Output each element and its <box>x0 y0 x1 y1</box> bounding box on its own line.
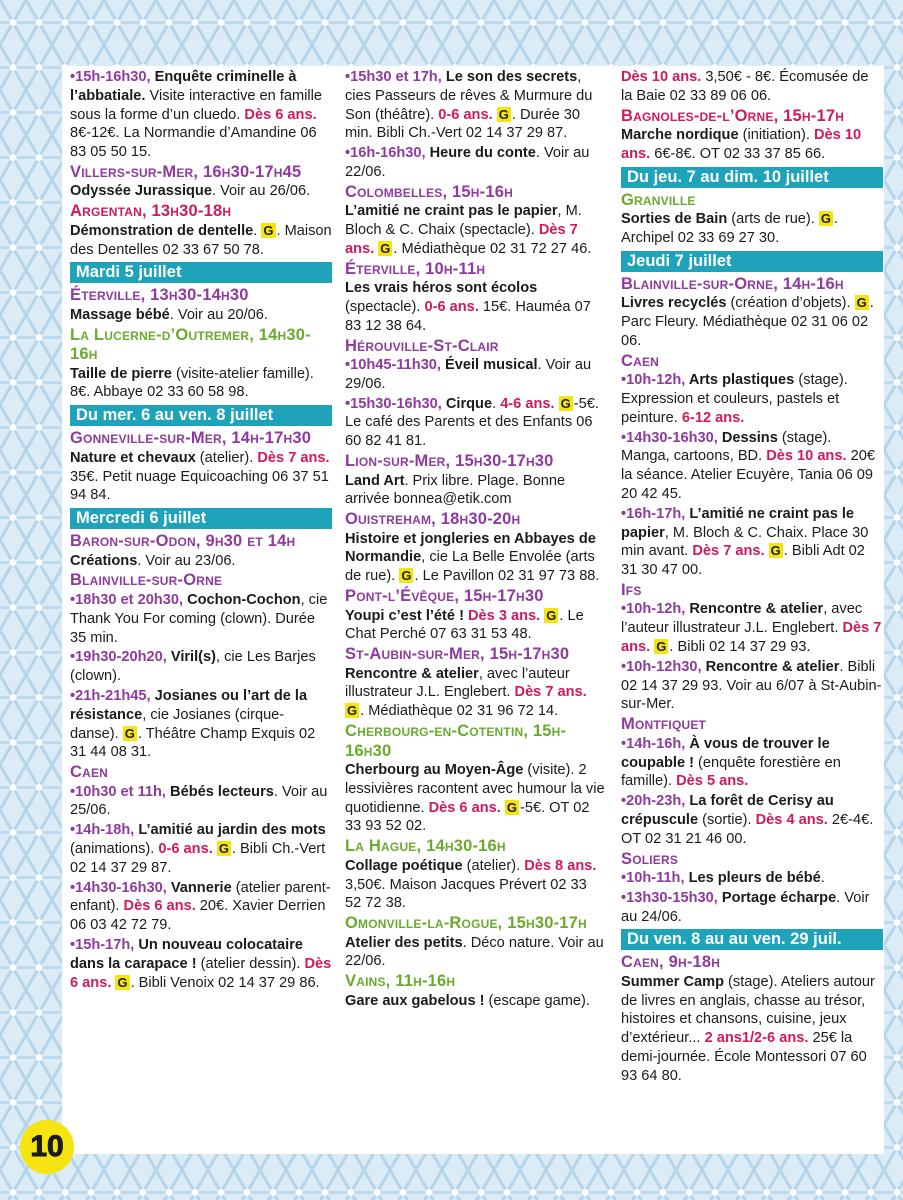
event-title: Les vrais héros sont écolos <box>345 280 538 297</box>
free-badge: G <box>656 639 667 655</box>
event-text: 3,50€. Maison Jacques Prévert 02 33 52 72 38. <box>345 876 587 912</box>
town-heading: Caen <box>70 763 109 782</box>
date-header: Jeudi 7 juillet <box>621 251 883 272</box>
event-title: Massage bébé <box>70 306 170 323</box>
event-text: 35€. Petit nuage Equicoaching 06 37 51 94 84. <box>70 468 329 504</box>
event-entry <box>621 505 883 580</box>
event-text: . <box>820 870 825 886</box>
event-text: . Le Pavillon 02 31 97 73 88. <box>414 568 600 585</box>
event-entry <box>621 792 883 848</box>
event-text: 20€ la séance. Atelier Ecuyère, Tania 06 09 20 42 45. <box>621 448 875 502</box>
event-text: (stage). Ateliers autour de livres en anglais, chasse au trésor, histoires et chansons, cuisine, jeux d’extérieur... <box>621 973 875 1047</box>
event-text: . Archipel 02 33 69 27 30. <box>621 211 839 246</box>
event-entry <box>621 210 883 248</box>
town-heading: La Hague, 14h30-16h <box>345 837 506 856</box>
event-text: (atelier parent-enfant). <box>70 879 331 915</box>
event-title: Les pleurs de bébé <box>684 870 821 886</box>
town-heading: Argentan, 13h30-18h <box>70 202 232 221</box>
column-3 <box>621 68 883 1087</box>
event-text: . Voir au 20/06. <box>169 306 268 323</box>
event-entry <box>70 182 332 201</box>
event-entry <box>70 687 332 762</box>
event-text: , M. Bloch & C. Chaix (spectacle). <box>345 203 582 239</box>
event-title: Collage poétique <box>345 857 463 874</box>
event-title: L’amitié ne craint pas le papier <box>345 203 558 220</box>
event-title: Livres recyclés <box>621 295 727 312</box>
event-title: Marche nordique <box>621 127 739 144</box>
event-entry <box>70 449 332 505</box>
event-time: •10h-11h, <box>621 870 685 886</box>
event-title: Cherbourg au Moyen-Âge <box>345 762 524 779</box>
age-range: 6-12 ans. <box>681 409 745 426</box>
age-range: Dès 5 ans. <box>676 773 749 790</box>
age-range: 4-6 ans. <box>500 395 555 412</box>
free-badge: G <box>498 106 509 122</box>
event-time: •19h30-20h20, <box>70 649 167 666</box>
event-entry <box>345 279 605 335</box>
event-title: Arts plastiques <box>685 372 795 389</box>
date-header: Du ven. 8 au au ven. 29 juil. <box>621 929 883 950</box>
event-text: (arts de rue). <box>727 211 819 228</box>
event-entry <box>70 648 332 686</box>
free-badge: G <box>263 222 274 238</box>
town-heading: Omonville-la-Rogue, 15h30-17h <box>345 914 587 933</box>
event-title: Nature et chevaux <box>70 449 196 466</box>
event-text: , cie Josianes (cirque-danse). <box>70 706 285 742</box>
date-header: Du jeu. 7 au dim. 10 juillet <box>621 167 883 188</box>
event-text: -5€. OT 02 33 93 52 02. <box>345 799 590 835</box>
event-entry <box>621 658 883 714</box>
event-entry <box>345 607 605 645</box>
age-range: 0-6 ans. <box>158 841 213 858</box>
town-heading: St-Aubin-sur-Mer, 15h-17h30 <box>345 645 570 664</box>
page-number: 10 <box>30 1130 64 1163</box>
event-title: Rencontre & atelier <box>345 665 479 682</box>
age-range: Dès 8 ans. <box>524 857 597 874</box>
event-title: Le son des secrets <box>441 69 578 85</box>
event-text: . Parc Fleury. Médiathèque 02 31 06 02 06. <box>621 295 874 349</box>
event-entry <box>345 992 605 1011</box>
event-time: •15h30 et 17h, <box>345 69 442 85</box>
event-entry <box>345 144 605 182</box>
event-title: Bébés lecteurs <box>165 783 274 800</box>
town-heading: La Lucerne-d’Outremer, 14h30-16h <box>70 325 311 364</box>
event-text: (création d’objets). <box>726 295 855 312</box>
event-text: . Prix libre. Plage. Bonne arrivée bonnea@etik.com <box>345 472 566 508</box>
event-entry <box>345 356 605 394</box>
free-badge: G <box>124 725 135 741</box>
event-time: •20h-23h, <box>621 793 686 810</box>
age-range: 2 ans1/2-6 ans. <box>704 1030 809 1047</box>
event-text: . Bibli 02 14 37 29 93. Voir au 6/07 à St-Aubin-sur-Mer. <box>621 658 882 713</box>
event-title: Josianes ou l’art de la résistance <box>70 687 308 723</box>
event-entry <box>345 934 605 972</box>
event-text: 15€. Hauméa 07 83 12 38 64. <box>345 298 591 334</box>
event-time: •10h-12h, <box>621 601 686 618</box>
age-range: 0-6 ans. <box>424 298 479 315</box>
event-text: . Bibli 02 14 37 29 93. <box>669 639 811 656</box>
town-heading: Hérouville-St-Clair <box>345 336 499 355</box>
age-range: Dès 7 ans. <box>345 222 578 257</box>
free-badge: G <box>770 543 781 559</box>
event-text: (escape game). <box>484 992 590 1009</box>
town-heading: Ifs <box>621 580 642 599</box>
event-title: Éveil musical <box>440 357 538 374</box>
event-entry <box>621 294 883 350</box>
event-entry <box>621 429 883 504</box>
event-title: Summer Camp <box>621 973 724 990</box>
event-title: Youpi c’est l’été ! <box>345 607 464 624</box>
free-badge: G <box>546 607 557 623</box>
event-title: Taille de pierre <box>70 365 172 382</box>
event-text: (initiation). <box>738 127 815 144</box>
event-entry <box>345 395 605 451</box>
event-entry <box>621 68 883 106</box>
event-text: . Médiathèque 02 31 72 27 46. <box>393 240 592 257</box>
event-entry <box>70 552 332 571</box>
event-title: Démonstration de dentelle <box>70 222 254 239</box>
event-entry <box>621 126 883 164</box>
event-time: •10h45-11h30, <box>345 357 441 374</box>
event-entry <box>70 365 332 403</box>
event-text: . Maison des Dentelles 02 33 67 50 78. <box>70 222 332 258</box>
event-text: 2€-4€. OT 02 31 21 46 00. <box>621 811 874 847</box>
event-entry <box>345 202 605 258</box>
event-time: •15h-16h30, <box>70 69 151 85</box>
event-entry <box>70 306 332 325</box>
event-title: Dessins <box>717 429 778 446</box>
event-title: L’amitié au jardin des mots <box>134 822 326 839</box>
town-heading: Vains, 11h-16h <box>345 972 456 991</box>
event-entry <box>345 665 605 721</box>
town-heading: Blainville-sur-Orne <box>70 571 223 590</box>
event-time: •10h-12h, <box>621 372 686 389</box>
event-time: •21h-21h45, <box>70 687 151 704</box>
event-title: Cirque <box>441 395 493 412</box>
town-heading: Caen <box>621 351 660 370</box>
event-text: . Médiathèque 02 31 96 72 14. <box>360 703 559 720</box>
free-badge: G <box>506 799 517 815</box>
event-entry <box>621 371 883 427</box>
event-time: •13h30-15h30, <box>621 889 718 906</box>
event-text: (visite). 2 lessivières racontent avec humour la vie quotidienne. <box>345 762 605 816</box>
event-text: (atelier dessin). <box>196 955 305 972</box>
event-text: 25€ la demi-journée. École Montessori 07 60 93 64 80. <box>621 1030 867 1084</box>
event-text: (sortie). <box>698 811 756 828</box>
town-heading: Lion-sur-Mer, 15h30-17h30 <box>345 452 554 471</box>
event-entry <box>70 591 332 647</box>
event-text: (stage). Expression et couleurs, pastels et peinture. <box>621 372 848 426</box>
event-text: 20€. Xavier Derrien 06 03 42 72 79. <box>70 898 326 934</box>
event-entry <box>70 222 332 260</box>
event-entry <box>345 857 605 913</box>
town-heading: Éterville, 13h30-14h30 <box>70 286 249 305</box>
event-time: •14h-18h, <box>70 822 135 839</box>
age-range: Dès 10 ans. <box>766 448 847 465</box>
event-text: . Voir au 23/06. <box>137 552 236 569</box>
event-time: •18h30 et 20h30, <box>70 591 184 608</box>
event-text: , cie Les Barjes (clown). <box>70 649 316 685</box>
event-text: -5€. Le café des Parents et des Enfants 06 60 82 41 81. <box>345 395 599 450</box>
column-2 <box>345 68 605 1011</box>
age-range: Dès 6 ans. <box>244 106 317 123</box>
date-header: Mardi 5 juillet <box>70 262 332 283</box>
event-time: •14h30-16h30, <box>70 879 167 896</box>
event-text: Visite interactive en famille sous la forme d’un cluedo. <box>70 87 322 123</box>
town-heading: Blainville-sur-Orne, 14h-16h <box>621 274 844 293</box>
event-text: , avec l’auteur illustrateur J.L. Englebert. <box>345 665 570 701</box>
event-entry <box>70 821 332 877</box>
event-text: . <box>253 222 262 239</box>
date-header: Du mer. 6 au ven. 8 juillet <box>70 405 332 426</box>
event-text: 3,50€ - 8€. Écomusée de la Baie 02 33 89 06 06. <box>621 69 869 104</box>
age-range: Dès 7 ans. <box>257 449 330 466</box>
event-time: •16h-17h, <box>621 505 686 522</box>
event-entry <box>621 600 883 656</box>
event-entry <box>345 68 605 143</box>
age-range: Dès 7 ans. <box>692 543 765 560</box>
event-entry <box>621 973 883 1086</box>
event-text: 6€-8€. OT 02 33 37 85 66. <box>650 145 826 162</box>
event-time: •14h30-16h30, <box>621 429 718 446</box>
event-title: Atelier des petits <box>345 934 463 951</box>
event-text: (enquête forestière en famille). <box>621 754 841 790</box>
event-time: •10h-12h30, <box>621 658 702 675</box>
event-text: 8€-12€. La Normandie d’Amandine 06 83 05 50 15. <box>70 125 317 161</box>
event-title: Heure du conte <box>425 145 536 162</box>
event-text: . Le Chat Perché 07 63 31 53 48. <box>345 607 584 643</box>
event-title: Viril(s) <box>166 649 217 666</box>
event-title: Sorties de Bain <box>621 211 728 228</box>
event-entry <box>621 869 883 888</box>
age-range: Dès 10 ans. <box>621 69 702 85</box>
event-entry <box>70 936 332 992</box>
event-entry <box>345 472 605 510</box>
town-heading: Cherbourg-en-Cotentin, 15h-16h30 <box>345 722 567 760</box>
event-entry <box>621 735 883 791</box>
age-range: Dès 3 ans. <box>468 607 541 624</box>
event-text: (animations). <box>70 841 159 858</box>
event-time: •14h-16h, <box>621 735 686 752</box>
event-text: , avec l’auteur illustrateur J.L. Englebert. <box>621 601 863 637</box>
town-heading: Colombelles, 15h-16h <box>345 182 513 201</box>
event-title: Rencontre & atelier <box>685 601 824 618</box>
free-badge: G <box>401 568 412 584</box>
town-heading: Caen, 9h-18h <box>621 953 721 972</box>
event-text: . Voir au 22/06. <box>345 145 590 180</box>
town-heading: Ouistreham, 18h30-20h <box>345 510 521 529</box>
age-range: Dès 6 ans. <box>428 799 501 816</box>
event-time: •15h30-16h30, <box>345 395 442 412</box>
event-text: . Bibli Adt 02 31 30 47 00. <box>621 543 865 579</box>
age-range: 0-6 ans. <box>438 106 493 123</box>
event-text: (atelier). <box>462 857 525 874</box>
town-heading: Soliers <box>621 849 679 868</box>
event-text: . Théâtre Champ Exquis 02 31 44 08 31. <box>70 725 316 761</box>
event-text: . Voir au 24/06. <box>621 889 870 925</box>
free-badge: G <box>218 841 229 857</box>
event-text: . Voir au 25/06. <box>70 783 328 819</box>
town-heading: Villers-sur-Mer, 16h30-17h45 <box>70 162 302 181</box>
event-entry <box>345 530 605 586</box>
event-entry <box>345 761 605 836</box>
event-title: Gare aux gabelous ! <box>345 992 485 1009</box>
event-text: (spectacle). <box>345 298 425 315</box>
town-heading: Éterville, 10h-11h <box>345 259 486 278</box>
age-range: Dès 4 ans. <box>755 811 828 828</box>
event-entry <box>70 68 332 162</box>
event-time: •16h-16h30, <box>345 145 426 162</box>
event-title: Un nouveau colocataire dans la carapace ! <box>70 937 304 972</box>
event-entry <box>70 879 332 935</box>
town-heading: Baron-sur-Odon, 9h30 et 14h <box>70 532 296 551</box>
event-title: Portage écharpe <box>717 889 837 906</box>
event-text: . Déco nature. Voir au 22/06. <box>345 934 604 970</box>
event-title: Enquête criminelle à l’abbatiale. <box>70 69 297 104</box>
date-header: Mercredi 6 juillet <box>70 508 332 529</box>
event-title: Cochon-Cochon <box>183 591 301 608</box>
free-badge: G <box>117 974 128 990</box>
event-text: . Bibli Ch.-Vert 02 14 37 29 87. <box>70 841 326 876</box>
event-title: Histoire et jongleries en Abbayes de Normandie <box>345 530 596 566</box>
page-number-badge <box>20 1120 74 1174</box>
event-text: , cie Thank You For coming (clown). Durée 35 min. <box>70 591 328 646</box>
town-heading: Gonneville-sur-Mer, 14h-17h30 <box>70 429 312 448</box>
event-title: Rencontre & atelier <box>701 658 840 675</box>
column-1 <box>70 68 332 993</box>
free-badge: G <box>856 295 867 311</box>
event-title: Odyssée Jurassique <box>70 183 212 200</box>
age-range: Dès 7 ans. <box>621 620 882 656</box>
event-title: L’amitié ne craint pas le papier <box>621 505 855 541</box>
town-heading: Granville <box>621 190 696 209</box>
event-text: (stage). Manga, cartoons, BD. <box>621 429 832 465</box>
town-heading: Bagnoles-de-l’Orne, 15h-17h <box>621 106 845 125</box>
event-text: . Voir au 26/06. <box>211 183 311 200</box>
event-text: (atelier). <box>195 449 258 466</box>
event-text: . <box>492 395 501 412</box>
event-title: Créations <box>70 552 138 569</box>
age-range: Dès 10 ans. <box>621 127 862 162</box>
event-title: La forêt de Cerisy au crépuscule <box>621 793 834 828</box>
event-time: •15h-17h, <box>70 937 135 953</box>
free-badge: G <box>380 240 391 256</box>
event-text: . Bibli Venoix 02 14 37 29 86. <box>130 974 320 991</box>
town-heading: Pont-l’Évêque, 15h-17h30 <box>345 587 544 606</box>
event-text: , M. Bloch & C. Chaix. Place 30 min avant. <box>621 524 869 560</box>
event-title: Land Art <box>345 472 405 489</box>
event-entry <box>70 783 332 821</box>
event-text: , cies Passeurs de rêves & Murmure du Son (théâtre). <box>345 69 593 123</box>
event-title: À vous de trouver le coupable ! <box>621 735 830 771</box>
event-text: . Voir au 29/06. <box>345 357 592 392</box>
free-badge: G <box>820 211 832 227</box>
event-text: , cie La Belle Envolée (arts de rue). <box>345 549 595 585</box>
event-entry <box>621 889 883 927</box>
event-time: •10h30 et 11h, <box>70 783 166 800</box>
free-badge: G <box>560 395 571 411</box>
event-title: Vannerie <box>166 879 232 896</box>
town-heading: Montfiquet <box>621 715 707 734</box>
age-range: Dès 6 ans. <box>123 898 196 915</box>
event-text: . Durée 30 min. Bibli Ch.-Vert 02 14 37 29 87. <box>345 106 580 142</box>
free-badge: G <box>347 703 358 719</box>
event-text: (visite-atelier famille). 8€. Abbaye 02 33 60 58 98. <box>70 365 314 401</box>
age-range: Dès 7 ans. <box>514 684 587 701</box>
age-range: Dès 6 ans. <box>70 955 332 991</box>
